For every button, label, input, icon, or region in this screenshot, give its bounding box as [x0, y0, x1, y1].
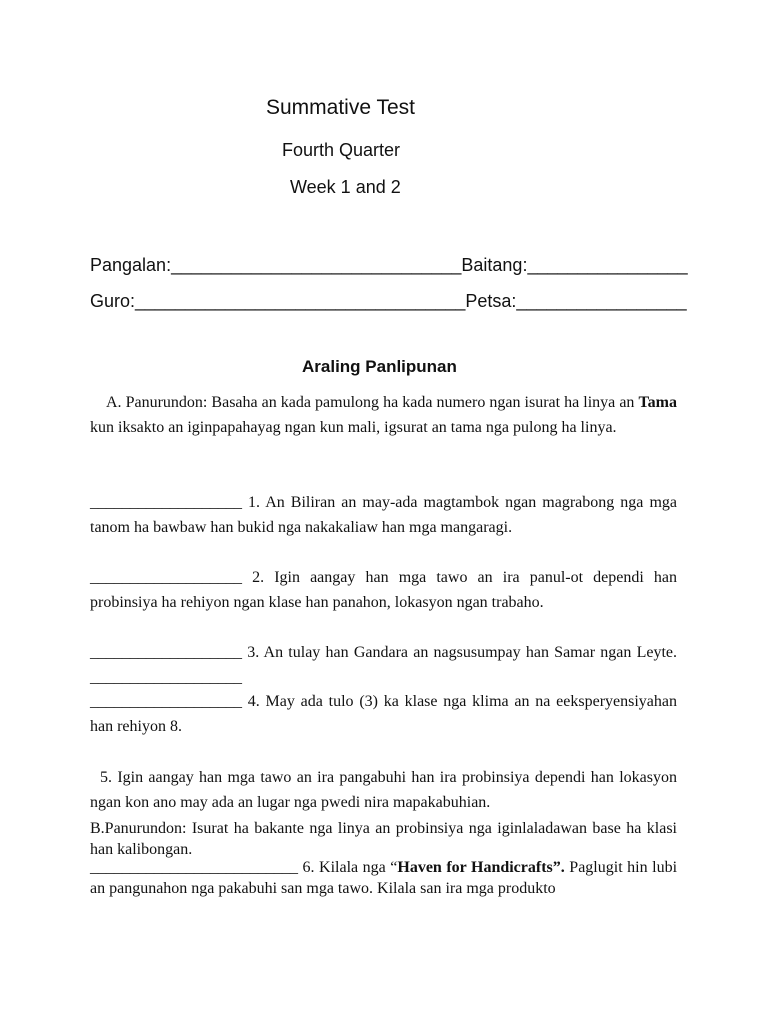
- teacher-date-row: [90, 291, 687, 312]
- question-text: 5. Igin aangay han mga tawo an ira pangabuhi han ira probinsiya dependi han lokasyon ngan kon ano may ada an lugar nga pwedi nira mapakabuhian.: [90, 769, 677, 811]
- pangalan-field[interactable]: _____________________________: [171, 255, 462, 275]
- guro-label: Guro:: [90, 291, 136, 311]
- instruction-bold-word: Tama: [638, 394, 677, 411]
- answer-blank[interactable]: ___________________: [90, 494, 242, 511]
- section-a-instruction: [90, 391, 677, 440]
- instruction-text: kun iksakto an iginpapahayag ngan kun mali, igsurat an tama nga pulong ha linya.: [90, 418, 617, 436]
- name-grade-row: [90, 255, 688, 276]
- question-text: 2. Igin aangay han mga tawo an ira panul-ot dependi han probinsiya ha rehiyon ngan klase han panahon, lokasyon ngan trabaho.: [90, 569, 677, 611]
- instruction-text: A. Panurundon: Basaha an kada pamulong ha kada numero ngan isurat ha linya an: [106, 394, 639, 411]
- question-item-4: [90, 690, 677, 739]
- question-text: Paglugit hin lubi an pangunahon nga pakabuhi san mga tawo. Kilala san ira mga produkto: [90, 859, 678, 897]
- answer-blank[interactable]: ___________________: [90, 569, 242, 586]
- answer-blank[interactable]: ___________________: [90, 668, 242, 686]
- answer-blank[interactable]: ___________________: [90, 644, 242, 661]
- question-item-1: [90, 491, 677, 540]
- question-item-6: [90, 857, 677, 899]
- petsa-label: Petsa:: [465, 291, 517, 311]
- baitang-label: Baitang:: [461, 255, 528, 275]
- week-subtitle: Week 1 and 2: [290, 177, 401, 197]
- question-text: 4. May ada tulo (3) ka klase nga klima an na eeksperyensiyahan han rehiyon 8.: [90, 693, 677, 735]
- pangalan-label: Pangalan:: [90, 255, 172, 275]
- quarter-subtitle: Fourth Quarter: [282, 140, 401, 160]
- question-text: 3. An tulay han Gandara an nagsusumpay han Samar ngan Leyte.: [242, 644, 677, 661]
- petsa-field[interactable]: _________________: [516, 291, 687, 311]
- page-title: Summative Test: [266, 96, 415, 119]
- answer-blank[interactable]: ___________________: [90, 693, 242, 710]
- question-item-3: [90, 641, 677, 690]
- question-text: 6. Kilala nga “: [298, 859, 398, 876]
- question-text: 1. An Biliran an may-ada magtambok ngan magrabong nga mga tanom ha bawbaw han bukid nga nakakaliaw han mga mangaragi.: [90, 494, 677, 536]
- section-b-instruction: B.Panurundon: Isurat ha bakante nga linya an probinsiya nga iginlaladawan base ha klasi han kalibongan.: [90, 820, 677, 858]
- guro-field[interactable]: _________________________________: [135, 291, 466, 311]
- subject-heading: Araling Panlipunan: [302, 357, 457, 376]
- question-bold-text: Haven for Handicrafts”.: [397, 859, 565, 876]
- baitang-field[interactable]: ________________: [527, 255, 688, 275]
- question-item-2: [90, 566, 677, 615]
- answer-blank[interactable]: __________________________: [90, 859, 298, 876]
- question-item-5: [90, 766, 677, 815]
